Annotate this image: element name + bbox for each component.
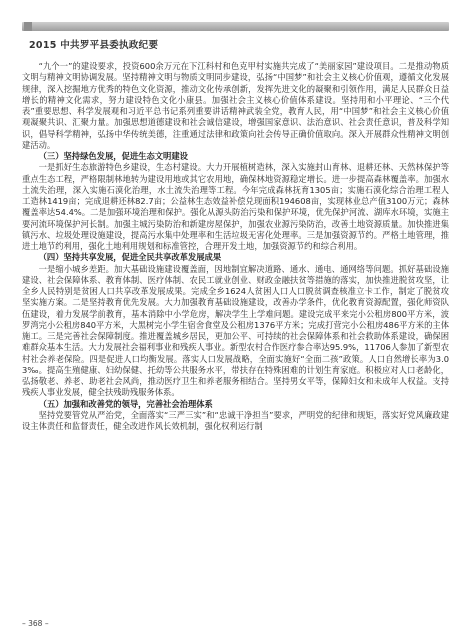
running-header-title: 2015 中共罗平县委执政纪要	[29, 40, 159, 51]
page-body	[22, 61, 449, 432]
page-header	[22, 22, 449, 50]
body-paragraph: 坚持党要管党从严治党，全面落实“三严三实”和“忠诚干净担当”要求，严明党的纪律和规矩，落实好党风廉政建设主体责任和监督责任，健全改进作风长效机制，强化权利运行制	[22, 409, 449, 431]
body-paragraph: 一是缩小城乡差距。加大基础设施建设覆盖面，因地制宜解决道路、通水、通电、通网络等问题。抓好基础设施建设、社会保障体系、教育体制、医疗体制、农民工就业创业、财政金融扶贫等措施的落实，加快推进脱贫攻坚，让全乡人民特别是贫困人口共享改革发展成果。完成全乡1624人贫困人口人口脱贫调查核准立卡工作，制定了脱贫攻坚实施方案。二是坚持教育优先发展。大力加强教育基础设施建设，改善办学条件，优化教育资源配置，强化师资队伍建设，着力发展学前教育，基本消除中小学危房，解决学生上学难问题。建设完成平来完小公租房800平方米，波罗湾完小公租房840平方米，大黑树完小学生宿舍食堂及公租房1376平方米；完成打营完小公租房486平方米的主体施工。三是完善社会保障制度。推进覆盖城乡居民，更加公平、可持续的社会保障体系和社会救助体系建设，确保困难群众基本生活。大力发展社会福利事业和残疾人事业。新型农村合作医疗参合率达95.9%，11706人参加了新型农村社会养老保险。四是促进人口均衡发展。落实人口发展战略，全面实施好“全面二孩”政策。人口自然增长率为3.03‰。提高生殖健康、妇幼保健、托幼等公共服务水平，带扶存在特殊困难的计划生育家庭。积极应对人口老龄化，弘扬敬老、养老、助老社会风尚，推动医疗卫生和养老服务相结合。坚持男女平等，保障妇女和未成年人权益。支持残疾人事业发展，健全扶残助残服务体系。	[22, 263, 449, 398]
section-heading-party-leadership: （五）加强和改善党的领导，完善社会治理体系	[38, 398, 213, 409]
section-heading-shared-development: （四）坚持共享发展，促进全民共享改革发展成果	[38, 252, 222, 263]
header-decorative-bar	[22, 22, 449, 31]
body-paragraph: 一是抓好生态旅游特色乡建设，生态村建设。大力开展植树造林，深入实施封山育林、退耕还林、天然林保护等重点生态工程，严格限制林地转为建设用地或其它农用地，确保林地资源稳定增长。进一步提高森林覆盖率。加强水土流失治理，深入实施石漠化治理，水土流失治理等工程。今年完成森林抚育1305亩；实施石漠化综合治理工程人工造林1419亩；完成退耕还林82.7亩；公益林生态效益补偿兑现面积194608亩，实现林业总产值3100万元；森林覆盖率达54.4%。二是加强环境治理和保护。强化从源头防治污染和保护环境，优先保护河流、湖库水环境，实施主要河流环境保护河长制。加强主城污染防治和新建房屋保护，加强农业源污染防治，改善土地资源质量。加快推进集镇污水、垃圾处理设施建设，提高污水集中处理率和生活垃圾无害化处理率。三是加强资源节约。严格土地管理，推进土地节约利用，强化土地利用规划和标准管控，合理开发土地，加强资源节约和综合利用。	[22, 162, 449, 251]
header-marker-block	[24, 22, 32, 31]
body-paragraph: “九个一”的建设要求，投资600余万元在下江科村和色克甲村实施共完成了“美丽家园”建设项目。二是推动物质文明与精神文明协调发展。坚持精神文明与物质文明同步建设，弘扬“中国梦”和社会主义核心价值观，遵循文化发展规律，深入挖掘地方优秀的特色文化资源，推动文化传承创新，发挥先进文化的凝聚和引领作用，满足人民群众日益增长的精神文化需求，努力建设特色文化小康县。加强社会主义核心价值体系建设。坚持用和小平理论、“三个代表”重要思想、科学发展观和习近平总书记系列重要讲话精神武装全党，教育人民，用“中国梦”和社会主义核心价值观凝聚共识、汇聚力量。加强思想道德建设和社会诚信建设，增强国家意识、法治意识、社会责任意识，普及科学知识，倡导科学精神，弘扬中华传统美德，注重通过法律和政策向社会传导正确价值取向。深入开展群众性精神文明创建活动。	[22, 61, 449, 150]
page-number: – 368 –	[22, 619, 49, 628]
section-heading-green-development: （三）坚持绿色发展，促进生态文明建设	[38, 151, 188, 161]
